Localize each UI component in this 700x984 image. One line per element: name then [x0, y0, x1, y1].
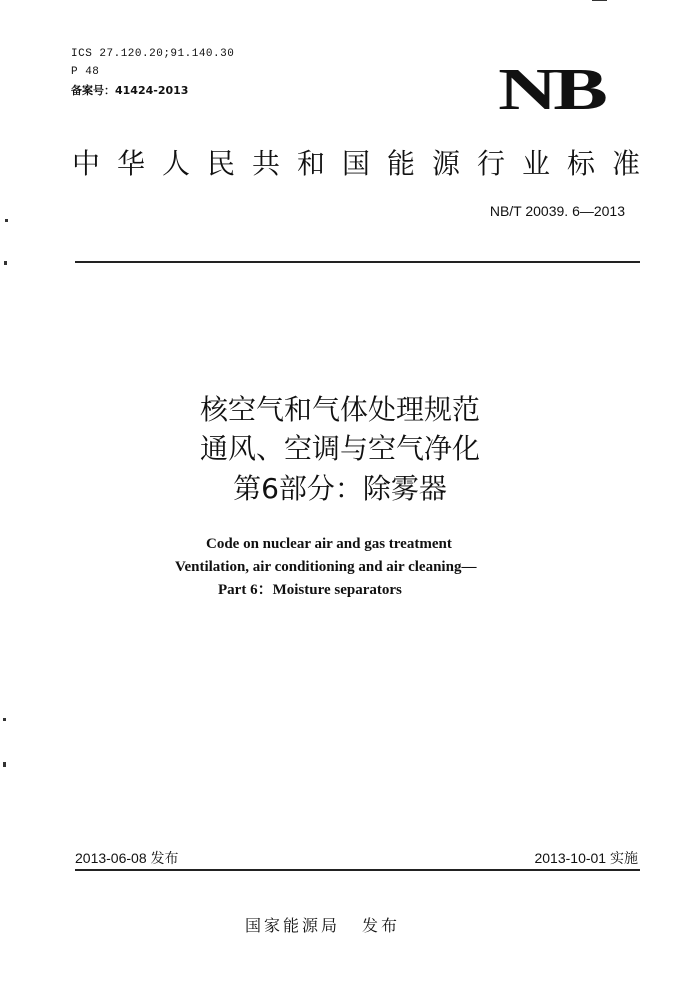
- nb-logo: NB: [498, 56, 604, 122]
- english-title-line-3: Part 6：Moisture separators: [218, 582, 402, 598]
- scan-speck: [3, 762, 6, 767]
- scan-speck: [4, 261, 7, 265]
- filing-number: 备案号：41424-2013: [71, 84, 189, 97]
- implementation-date: 2013-10-01 实施: [534, 850, 638, 866]
- scan-speck: [592, 0, 607, 1]
- classification-code: P 48: [71, 66, 100, 78]
- header-divider: [75, 261, 640, 263]
- industry-standard-title: 中华人民共和国能源行业标准: [72, 147, 658, 180]
- issuer-action: 发布: [362, 916, 401, 935]
- issuer-line: [245, 913, 400, 936]
- chinese-title-line-2: 通风、空调与空气净化: [199, 432, 480, 465]
- chinese-title-line-3: 第6部分：除雾器: [233, 472, 447, 505]
- scan-speck: [5, 219, 8, 222]
- issue-date: 2013-06-08 发布: [75, 850, 179, 866]
- chinese-title-line-1: 核空气和气体处理规范: [199, 393, 480, 426]
- english-title-line-2: Ventilation, air conditioning and air cleaning—: [175, 559, 477, 575]
- standard-number: NB/T 20039. 6—2013: [489, 203, 625, 219]
- scan-speck: [3, 718, 6, 721]
- issuer-name: 国家能源局: [245, 916, 341, 935]
- ics-code: ICS 27.120.20;91.140.30: [71, 48, 235, 60]
- footer-divider: [75, 869, 640, 871]
- english-title-line-1: Code on nuclear air and gas treatment: [206, 536, 452, 552]
